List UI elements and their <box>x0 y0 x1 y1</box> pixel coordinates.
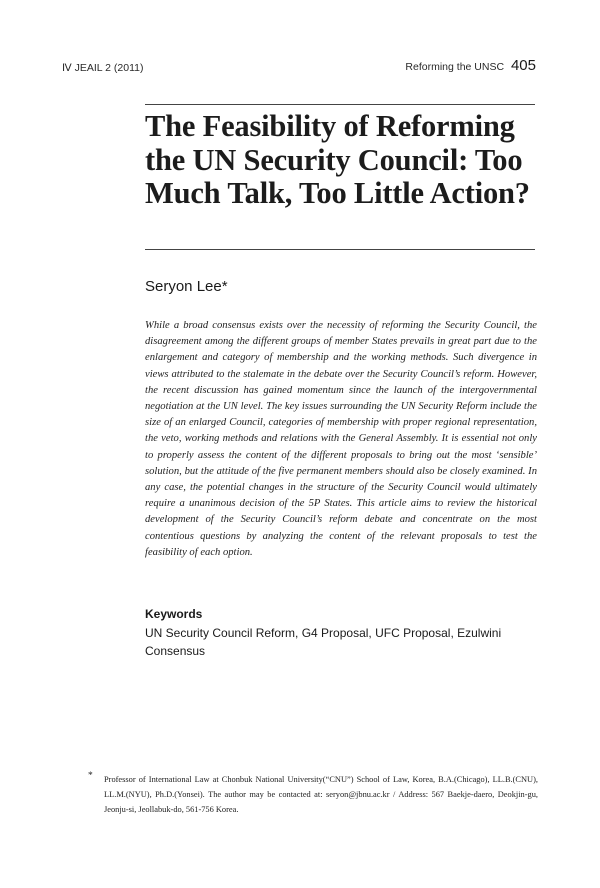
title-bottom-rule <box>145 249 535 250</box>
keywords-list: UN Security Council Reform, G4 Proposal, UFC Proposal, Ezulwini Consensus <box>145 626 502 658</box>
article-title: The Feasibility of Reforming the UN Security Council: Too Much Talk, Too Little Action? <box>145 109 530 210</box>
running-header-title: Reforming the UNSC <box>405 61 505 73</box>
author-name: Seryon Lee* <box>145 278 228 295</box>
keywords-heading: Keywords <box>145 607 203 621</box>
footnote-marker: * <box>88 771 93 781</box>
page-number: 405 <box>510 57 536 74</box>
running-header-right <box>405 57 536 74</box>
running-header-journal: Ⅳ JEAIL 2 (2011) <box>62 62 144 74</box>
author-footnote: Professor of International Law at Chonbuk National University(“CNU”) School of Law, Korea, B.A.(Chicago), LL.B.(CNU), LL.M.(NYU), Ph.D.(Yonsei). The author may be contacted at: seryon@jbnu.ac.kr / Address: 567 Baekje-daero, Deokjin-gu, Jeonju-si, Jeollabuk-do, 561-756 Korea. <box>104 775 538 814</box>
abstract: While a broad consensus exists over the necessity of reforming the Security Council, the disagreement among the different groups of member States prevails in great part due to the enlargement and category of membership and the working methods. Such divergence in views attributed to the stalemate in the debate over the Security Council’s reform. However, the recent discussion has gained momentum since the launch of the intergovernmental negotiation at the UN level. The key issues surrounding the UN Security Reform include the size of an enlarged Council, categories of membership with proper regional representation, the veto, working methods and relations with the General Assembly. It is essential not only to properly assess the content of the different proposals to bring out the most ‘sensible’ solution, but the attitude of the five permanent members should also be closely examined. In any case, the potential changes in the structure of the Security Council would ultimately require a unanimous decision of the 5P States. This article aims to review the historical development of the Security Council’s reform debate and concentrate on the most contentious questions by analyzing the content of the relevant proposals to test the feasibility of each option. <box>145 320 537 558</box>
title-top-rule <box>145 104 535 105</box>
